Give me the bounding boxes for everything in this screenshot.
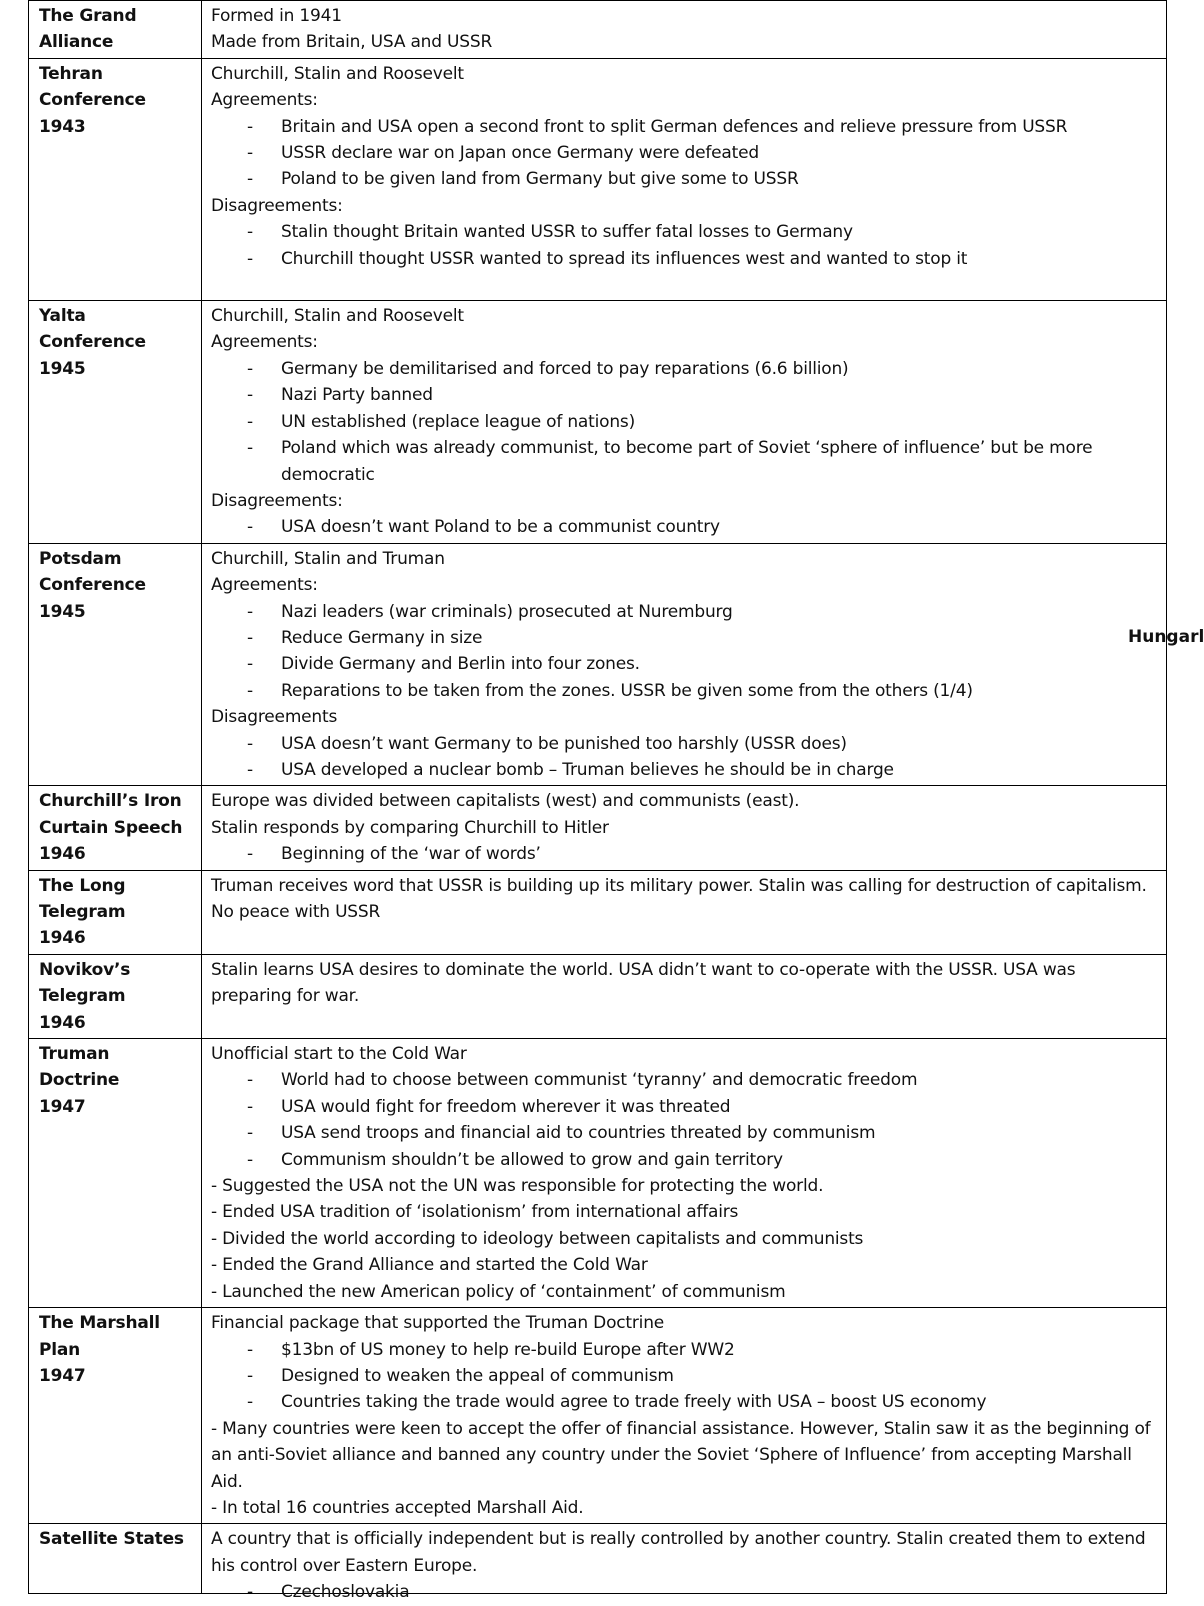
content-cell — [202, 1524, 1167, 1603]
topic-line: Alliance — [39, 32, 114, 53]
text-line: A country that is officially independent but is really controlled by another country. Stalin created them to extend his control over Eastern Europe. — [211, 1529, 1146, 1576]
bullet-dash-icon: - — [247, 116, 253, 137]
bullet-text: USA send troops and financial aid to countries threated by communism — [281, 1123, 876, 1144]
bullet-text: Britain and USA open a second front to split German defences and relieve pressure from USSR — [281, 116, 1068, 137]
text-line: - Ended the Grand Alliance and started the Cold War — [211, 1255, 648, 1276]
bullet-dash-icon: - — [247, 411, 253, 432]
bullet-item — [211, 757, 1158, 783]
bullet-dash-icon: - — [247, 143, 253, 164]
bullet-text: Nazi leaders (war criminals) prosecuted at Nuremburg — [281, 601, 733, 622]
bullet-dash-icon: - — [247, 759, 253, 780]
text-line: No peace with USSR — [211, 902, 381, 922]
table-row — [29, 543, 1167, 786]
bullet-item — [211, 356, 1158, 382]
table-row — [29, 954, 1167, 1038]
bullet-item — [211, 435, 1158, 488]
topic-line: Tehran — [39, 63, 103, 84]
text-line: Agreements: — [211, 575, 318, 596]
bullet-text: Nazi Party banned — [281, 385, 433, 406]
text-line: Churchill, Stalin and Roosevelt — [211, 63, 464, 84]
topic-line: Telegram — [39, 986, 126, 1007]
table-row — [29, 58, 1167, 300]
topic-line: Satellite States — [39, 1529, 184, 1550]
bullet-text: Designed to weaken the appeal of communism — [281, 1365, 674, 1386]
bullet-text: USA doesn’t want Poland to be a communist country — [281, 517, 720, 538]
bullet-dash-icon: - — [247, 358, 253, 379]
topic-line: 1946 — [39, 844, 86, 865]
bullet-dash-icon: - — [247, 1096, 253, 1117]
bullet-dash-icon: - — [247, 1123, 253, 1144]
text-line: - Ended USA tradition of ‘isolationism’ from international affairs — [211, 1202, 739, 1223]
bullet-dash-icon: - — [247, 733, 253, 754]
topic-line: 1946 — [39, 928, 86, 949]
content-cell — [202, 1, 1167, 59]
bullet-dash-icon: - — [247, 1149, 253, 1170]
topic-line: Conference — [39, 575, 146, 596]
content-cell — [202, 870, 1167, 954]
bullet-text: Poland to be given land from Germany but give some to USSR — [281, 169, 799, 190]
bullet-dash-icon: - — [247, 1070, 253, 1091]
text-line: Truman receives word that USSR is building up its military power. Stalin was calling for destruction of capitalism. — [211, 875, 1147, 896]
text-line: Churchill, Stalin and Roosevelt — [211, 306, 464, 327]
bullet-dash-icon: - — [247, 1365, 253, 1386]
table-row — [29, 786, 1167, 870]
table-row — [29, 1524, 1167, 1594]
table-row — [29, 1308, 1167, 1524]
bullet-item — [211, 219, 1158, 245]
bullet-text: Poland which was already communist, to become part of Soviet ‘sphere of influence’ but be more democratic — [281, 438, 1093, 485]
topic-line: 1945 — [39, 358, 86, 379]
bullet-item — [211, 1094, 1158, 1120]
notes-sheet — [28, 0, 1167, 1603]
text-line: Formed in 1941 — [211, 6, 342, 26]
notes-table-body — [29, 1, 1167, 1603]
text-line: Disagreements: — [211, 195, 343, 216]
bullet-text: Reparations to be taken from the zones. USSR be given some from the others (1/4) — [281, 680, 973, 701]
bullet-dash-icon: - — [247, 169, 253, 190]
topic-line: The Grand — [39, 6, 137, 26]
topic-cell — [29, 1, 202, 59]
table-row — [29, 870, 1167, 954]
table-row — [29, 1, 1167, 59]
topic-line: 1947 — [39, 1096, 86, 1117]
bullet-text: Germany be demilitarised and forced to pay reparations (6.6 billion) — [281, 358, 849, 379]
text-line: Made from Britain, USA and USSR — [211, 32, 493, 53]
content-cell — [202, 543, 1167, 786]
topic-cell — [29, 786, 202, 870]
bullet-text: Churchill thought USSR wanted to spread its influences west and wanted to stop it — [281, 248, 968, 269]
bullet-text: World had to choose between communist ‘tyranny’ and democratic freedom — [281, 1070, 918, 1091]
topic-cell — [29, 954, 202, 1038]
topic-line: Churchill’s Iron — [39, 791, 182, 812]
side-note: Hungarl — [1128, 627, 1204, 647]
bullet-item — [211, 841, 1158, 867]
bullet-item — [211, 246, 1158, 272]
bullet-dash-icon: - — [247, 1392, 253, 1413]
bullet-item — [211, 651, 1158, 677]
topic-cell — [29, 870, 202, 954]
bullet-dash-icon: - — [247, 438, 253, 459]
text-line: - Divided the world according to ideology between capitalists and communists — [211, 1228, 864, 1249]
bullet-item — [211, 1579, 1158, 1603]
text-line: - Launched the new American policy of ‘containment’ of communism — [211, 1281, 786, 1302]
bullet-text: Beginning of the ‘war of words’ — [281, 844, 541, 865]
bullet-dash-icon: - — [247, 385, 253, 406]
bullet-text: $13bn of US money to help re-build Europe after WW2 — [281, 1339, 735, 1360]
topic-line: Conference — [39, 332, 146, 353]
bullet-item — [211, 114, 1158, 140]
bullet-item — [211, 382, 1158, 408]
bullet-dash-icon: - — [247, 1582, 253, 1603]
table-row — [29, 301, 1167, 544]
content-cell — [202, 954, 1167, 1038]
topic-line: 1945 — [39, 601, 86, 622]
bullet-item — [211, 1389, 1158, 1415]
text-line: Europe was divided between capitalists (west) and communists (east). — [211, 791, 800, 812]
notes-table — [28, 0, 1167, 1603]
bullet-item — [211, 678, 1158, 704]
bullet-item — [211, 140, 1158, 166]
topic-cell — [29, 1039, 202, 1308]
bullet-item — [211, 599, 1158, 625]
text-line: Agreements: — [211, 90, 318, 111]
bullet-item — [211, 1120, 1158, 1146]
bullet-dash-icon: - — [247, 222, 253, 243]
topic-line: Potsdam — [39, 548, 122, 569]
bullet-dash-icon: - — [247, 627, 253, 648]
bullet-text: Divide Germany and Berlin into four zones. — [281, 654, 640, 675]
bullet-item — [211, 1337, 1158, 1363]
text-line: Disagreements — [211, 707, 338, 728]
bullet-item — [211, 409, 1158, 435]
topic-line: Truman — [39, 1044, 110, 1065]
bullet-dash-icon: - — [247, 654, 253, 675]
bullet-item — [211, 1147, 1158, 1173]
text-line: Financial package that supported the Truman Doctrine — [211, 1313, 665, 1334]
topic-cell — [29, 58, 202, 300]
text-line: Disagreements: — [211, 490, 343, 511]
text-line: Unofficial start to the Cold War — [211, 1044, 467, 1065]
topic-cell — [29, 543, 202, 786]
topic-line: Curtain Speech — [39, 817, 183, 838]
text-line: - In total 16 countries accepted Marshall Aid. — [211, 1497, 584, 1518]
bullet-dash-icon: - — [247, 844, 253, 865]
bullet-text: USA doesn’t want Germany to be punished too harshly (USSR does) — [281, 733, 847, 754]
topic-cell — [29, 1308, 202, 1524]
table-row — [29, 1039, 1167, 1308]
content-cell — [202, 301, 1167, 544]
content-cell — [202, 1308, 1167, 1524]
bullet-text: USA developed a nuclear bomb – Truman believes he should be in charge — [281, 759, 894, 780]
content-cell — [202, 1039, 1167, 1308]
topic-cell — [29, 1524, 202, 1594]
blank-line — [211, 272, 1158, 298]
bullet-item — [211, 514, 1158, 540]
topic-line: 1943 — [39, 116, 86, 137]
bullet-text: Czechoslovakia — [281, 1582, 410, 1603]
bullet-item — [211, 166, 1158, 192]
bullet-dash-icon: - — [247, 601, 253, 622]
bullet-item — [211, 731, 1158, 757]
topic-line: Plan — [39, 1339, 81, 1360]
topic-line: Conference — [39, 90, 146, 111]
topic-line: 1946 — [39, 1012, 86, 1033]
bullet-dash-icon: - — [247, 248, 253, 269]
text-line: Stalin responds by comparing Churchill to Hitler — [211, 817, 609, 838]
bullet-dash-icon: - — [247, 680, 253, 701]
text-line: - Many countries were keen to accept the offer of financial assistance. However, Stalin saw it as the beginning of an anti-Soviet alliance and banned any country under the Soviet ‘Sphere of Influence’ from accepting Marshall Aid. — [211, 1418, 1151, 1492]
bullet-text: Communism shouldn’t be allowed to grow and gain territory — [281, 1149, 783, 1170]
text-line: Agreements: — [211, 332, 318, 353]
topic-line: 1947 — [39, 1365, 86, 1386]
text-line: Churchill, Stalin and Truman — [211, 548, 445, 569]
bullet-text: USA would fight for freedom wherever it was threated — [281, 1096, 731, 1117]
topic-line: Yalta — [39, 306, 86, 327]
bullet-item — [211, 625, 1158, 651]
topic-line: Novikov’s — [39, 959, 131, 980]
text-line: Stalin learns USA desires to dominate the world. USA didn’t want to co-operate with the USSR. USA was preparing for war. — [211, 959, 1076, 1007]
text-line: - Suggested the USA not the UN was responsible for protecting the world. — [211, 1176, 824, 1197]
bullet-text: USSR declare war on Japan once Germany were defeated — [281, 143, 759, 164]
bullet-text: Reduce Germany in size — [281, 627, 483, 648]
bullet-dash-icon: - — [247, 1339, 253, 1360]
topic-line: The Long — [39, 875, 126, 896]
content-cell — [202, 58, 1167, 300]
topic-line: Telegram — [39, 902, 126, 922]
bullet-item — [211, 1363, 1158, 1389]
topic-cell — [29, 301, 202, 544]
topic-line: The Marshall — [39, 1313, 160, 1334]
topic-line: Doctrine — [39, 1070, 120, 1091]
bullet-item — [211, 1067, 1158, 1093]
bullet-text: Countries taking the trade would agree to trade freely with USA – boost US economy — [281, 1392, 987, 1413]
bullet-dash-icon: - — [247, 517, 253, 538]
bullet-text: Stalin thought Britain wanted USSR to suffer fatal losses to Germany — [281, 222, 853, 243]
content-cell — [202, 786, 1167, 870]
bullet-text: UN established (replace league of nations) — [281, 411, 635, 432]
